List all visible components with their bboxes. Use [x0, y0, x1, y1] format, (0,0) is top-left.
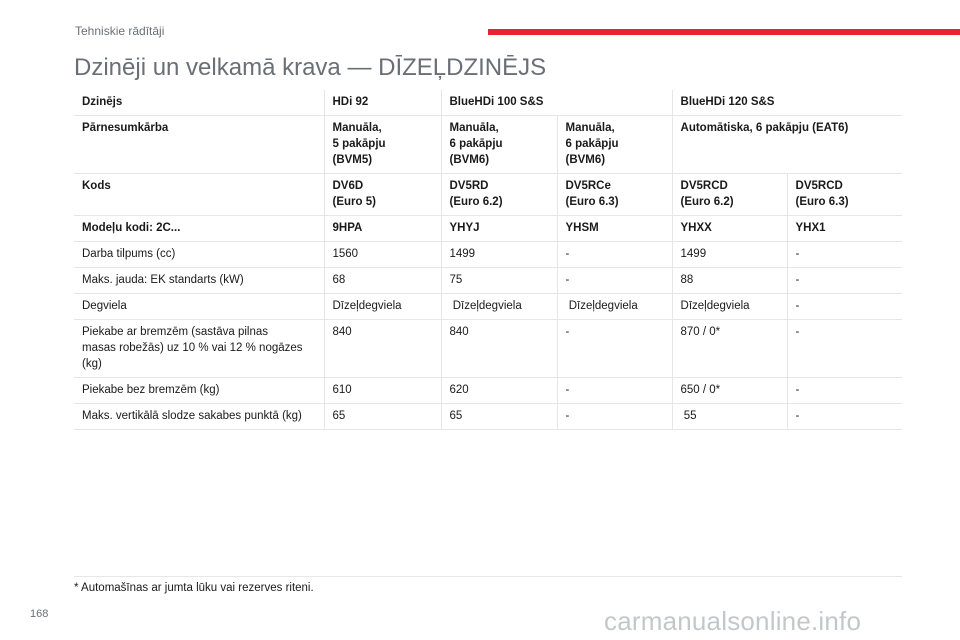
- value-cell: [324, 116, 441, 174]
- cell-text: -: [795, 384, 800, 396]
- value-cell: [787, 294, 902, 320]
- cell-text: -: [795, 300, 800, 312]
- cell-text: -: [795, 274, 800, 286]
- value-cell: [672, 216, 787, 242]
- value-cell: [557, 378, 672, 404]
- cell-text: (Euro 6.2): [449, 196, 503, 208]
- row-label-cell: [74, 404, 324, 430]
- cell-text: (Euro 6.2): [680, 196, 734, 208]
- value-cell: [557, 268, 672, 294]
- table-row: [74, 378, 902, 404]
- cell-text: 65: [449, 410, 463, 422]
- table-row: [74, 242, 902, 268]
- value-cell: [441, 404, 557, 430]
- cell-text: -: [795, 410, 800, 422]
- table-row: [74, 320, 902, 378]
- cell-text: Degviela: [82, 300, 127, 312]
- cell-text: Piekabe bez bremzēm (kg): [82, 384, 220, 396]
- value-cell: [441, 294, 557, 320]
- value-cell: [672, 320, 787, 378]
- table-row: [74, 116, 902, 174]
- value-cell: [557, 116, 672, 174]
- cell-text: YHSM: [565, 222, 599, 234]
- row-label-cell: [74, 174, 324, 216]
- cell-text: 75: [449, 274, 463, 286]
- cell-text: 1560: [332, 248, 359, 260]
- value-cell: [787, 378, 902, 404]
- value-cell: [787, 174, 902, 216]
- table-row: [74, 174, 902, 216]
- cell-text: Maks. jauda: EK standarts (kW): [82, 274, 244, 286]
- cell-text: Piekabe ar bremzēm (sastāva pilnas: [82, 326, 268, 338]
- cell-text: DV5RCD: [795, 180, 843, 192]
- cell-text: Manuāla,: [565, 122, 615, 134]
- cell-text: 840: [332, 326, 352, 338]
- cell-text: DV5RCe: [565, 180, 611, 192]
- value-cell: [324, 404, 441, 430]
- value-cell: [672, 404, 787, 430]
- value-cell: [441, 174, 557, 216]
- value-cell: [672, 294, 787, 320]
- cell-text: Dīzeļdegviela: [449, 300, 522, 312]
- cell-text: 5 pakāpju: [332, 138, 386, 150]
- page-number: 168: [30, 608, 49, 620]
- cell-text: BlueHDi 120 S&S: [680, 96, 775, 108]
- cell-text: -: [565, 274, 570, 286]
- cell-text: 650 / 0*: [680, 384, 721, 396]
- cell-text: -: [565, 326, 570, 338]
- section-label: Tehniskie rādītāji: [75, 24, 165, 38]
- value-cell: [441, 378, 557, 404]
- row-label-cell: [74, 242, 324, 268]
- page-title: Dzinēji un velkamā krava — DĪZEĻDZINĒJS: [74, 54, 547, 81]
- row-label-cell: [74, 320, 324, 378]
- cell-text: YHX1: [795, 222, 826, 234]
- cell-text: (kg): [82, 358, 102, 370]
- cell-text: 9HPA: [332, 222, 363, 234]
- row-label-cell: [74, 294, 324, 320]
- footnote-divider: [74, 576, 902, 577]
- value-cell: [787, 268, 902, 294]
- value-cell: [441, 116, 557, 174]
- value-cell: [557, 242, 672, 268]
- cell-text: Kods: [82, 180, 111, 192]
- value-cell: [441, 216, 557, 242]
- table-row: [74, 268, 902, 294]
- value-cell: [324, 320, 441, 378]
- cell-text: DV5RD: [449, 180, 489, 192]
- footnote: * Automašīnas ar jumta lūku vai rezerves riteni.: [74, 582, 314, 594]
- value-cell: [324, 90, 441, 116]
- value-cell: [324, 242, 441, 268]
- value-cell: [441, 90, 672, 116]
- cell-text: Dīzeļdegviela: [332, 300, 402, 312]
- cell-text: 6 pakāpju: [449, 138, 503, 150]
- value-cell: [324, 174, 441, 216]
- value-cell: [672, 116, 902, 174]
- cell-text: 840: [449, 326, 469, 338]
- cell-text: 1499: [449, 248, 476, 260]
- value-cell: [324, 216, 441, 242]
- value-cell: [672, 268, 787, 294]
- value-cell: [672, 90, 902, 116]
- cell-text: Manuāla,: [449, 122, 499, 134]
- cell-text: (BVM6): [565, 154, 606, 166]
- cell-text: (BVM6): [449, 154, 490, 166]
- value-cell: [324, 378, 441, 404]
- cell-text: 620: [449, 384, 469, 396]
- cell-text: 68: [332, 274, 346, 286]
- value-cell: [787, 242, 902, 268]
- cell-text: Maks. vertikālā slodze sakabes punktā (kg): [82, 410, 302, 422]
- value-cell: [441, 242, 557, 268]
- cell-text: Dīzeļdegviela: [565, 300, 638, 312]
- cell-text: (Euro 5): [332, 196, 376, 208]
- cell-text: YHYJ: [449, 222, 480, 234]
- value-cell: [557, 174, 672, 216]
- table-row: [74, 294, 902, 320]
- cell-text: Darba tilpums (cc): [82, 248, 176, 260]
- value-cell: [787, 404, 902, 430]
- cell-text: (Euro 6.3): [565, 196, 619, 208]
- cell-text: 55: [680, 410, 697, 422]
- engine-spec-table: [74, 90, 902, 430]
- value-cell: [324, 268, 441, 294]
- cell-text: -: [795, 248, 800, 260]
- cell-text: HDi 92: [332, 96, 369, 108]
- value-cell: [787, 320, 902, 378]
- value-cell: [557, 216, 672, 242]
- row-label-cell: [74, 116, 324, 174]
- cell-text: DV5RCD: [680, 180, 728, 192]
- cell-text: masas robežās) uz 10 % vai 12 % nogāzes: [82, 342, 303, 354]
- cell-text: -: [795, 326, 800, 338]
- cell-text: Pārnesumkārba: [82, 122, 169, 134]
- table-row: [74, 404, 902, 430]
- cell-text: -: [565, 384, 570, 396]
- cell-text: -: [565, 410, 570, 422]
- value-cell: [324, 294, 441, 320]
- value-cell: [672, 174, 787, 216]
- row-label-cell: [74, 268, 324, 294]
- value-cell: [557, 320, 672, 378]
- cell-text: YHXX: [680, 222, 712, 234]
- section-accent-bar: [488, 29, 960, 35]
- value-cell: [787, 216, 902, 242]
- cell-text: -: [565, 248, 570, 260]
- value-cell: [672, 378, 787, 404]
- cell-text: 1499: [680, 248, 707, 260]
- cell-text: 6 pakāpju: [565, 138, 619, 150]
- cell-text: Manuāla,: [332, 122, 382, 134]
- value-cell: [557, 404, 672, 430]
- value-cell: [441, 320, 557, 378]
- cell-text: (BVM5): [332, 154, 373, 166]
- cell-text: Automātiska, 6 pakāpju (EAT6): [680, 122, 849, 134]
- value-cell: [557, 294, 672, 320]
- cell-text: 65: [332, 410, 346, 422]
- cell-text: BlueHDi 100 S&S: [449, 96, 544, 108]
- value-cell: [441, 268, 557, 294]
- table-row: [74, 90, 902, 116]
- table-row: [74, 216, 902, 242]
- cell-text: 610: [332, 384, 352, 396]
- cell-text: Dzinējs: [82, 96, 123, 108]
- cell-text: 870 / 0*: [680, 326, 721, 338]
- cell-text: (Euro 6.3): [795, 196, 849, 208]
- cell-text: DV6D: [332, 180, 364, 192]
- value-cell: [672, 242, 787, 268]
- row-label-cell: [74, 378, 324, 404]
- row-label-cell: [74, 216, 324, 242]
- row-label-cell: [74, 90, 324, 116]
- cell-text: 88: [680, 274, 694, 286]
- cell-text: Dīzeļdegviela: [680, 300, 750, 312]
- cell-text: Modeļu kodi: 2C...: [82, 222, 181, 234]
- watermark: carmanualsonline.info: [604, 606, 862, 636]
